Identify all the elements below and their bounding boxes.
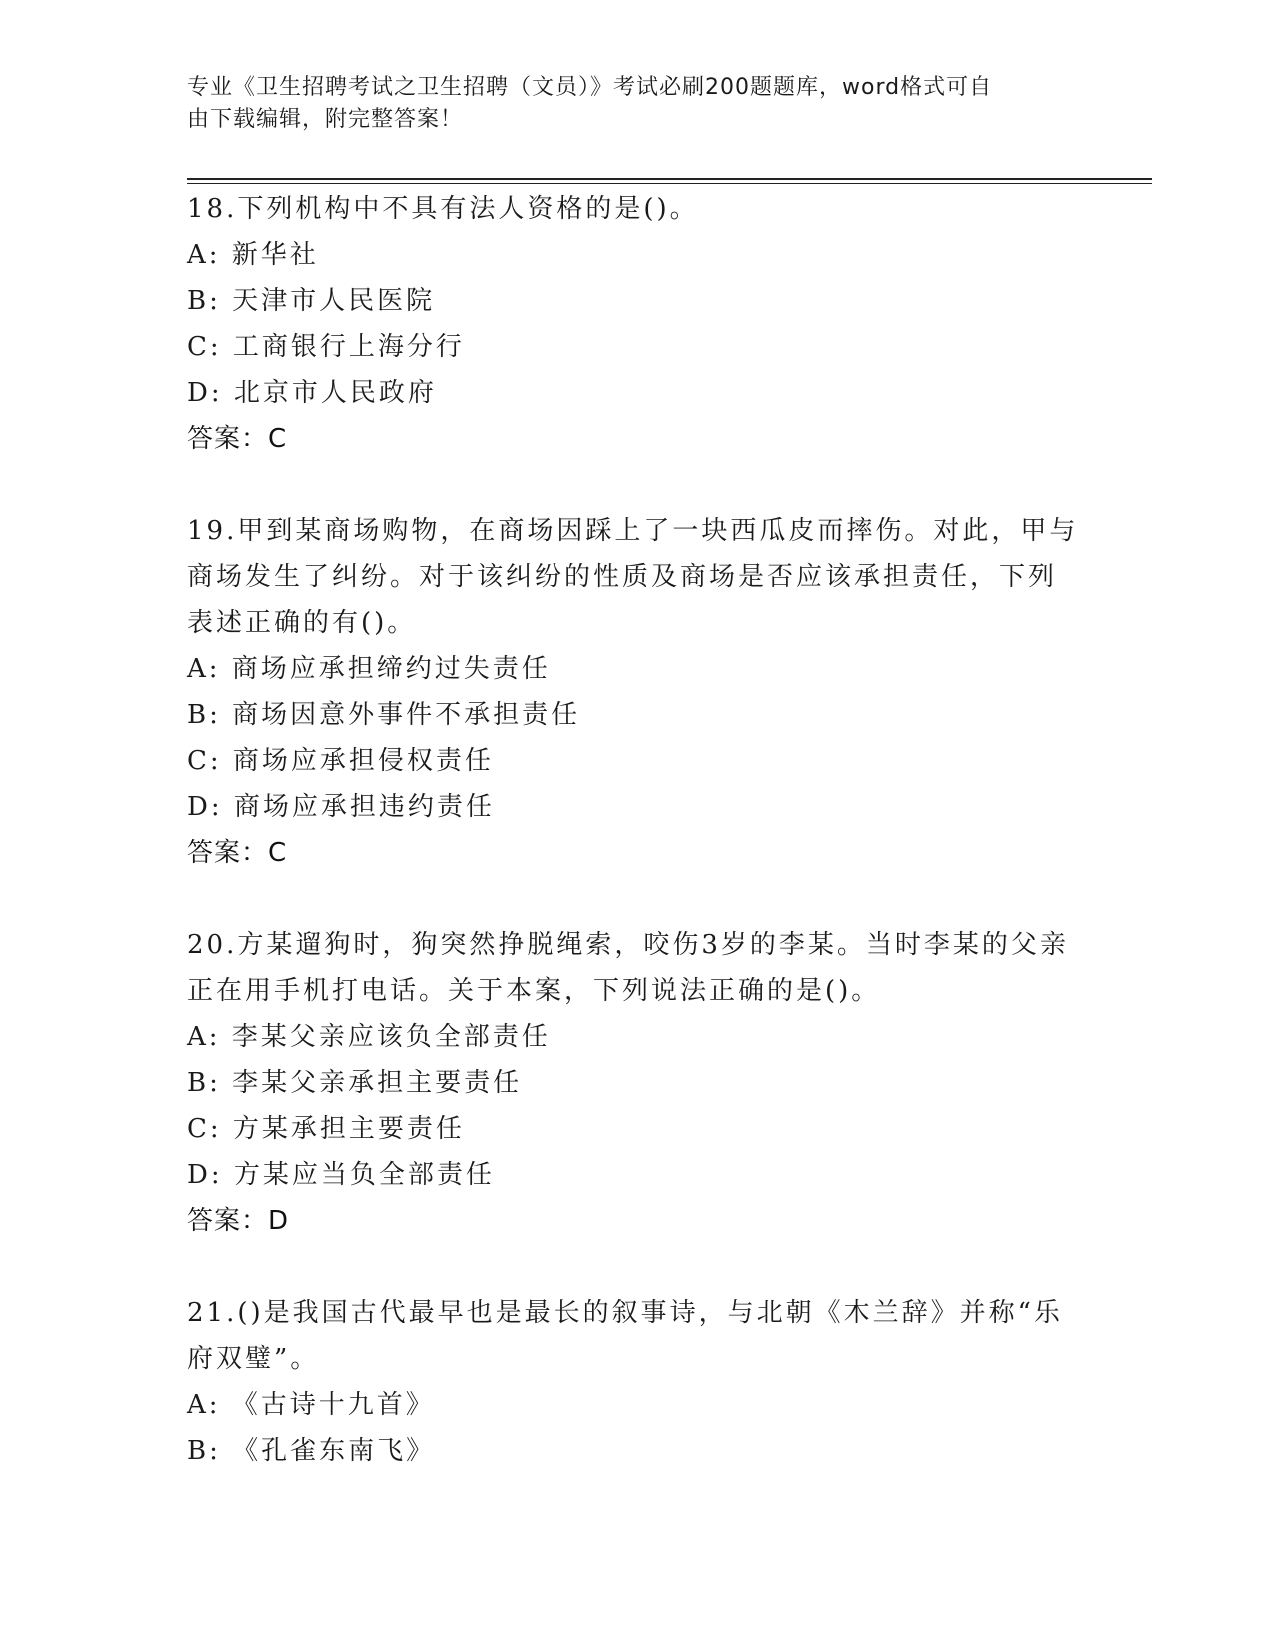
option-a: A: 《古诗十九首》 bbox=[187, 1390, 435, 1420]
answer: 答案：D bbox=[187, 1206, 290, 1236]
header-divider-thin bbox=[187, 183, 1152, 184]
option-c: C: 工商银行上海分行 bbox=[187, 332, 465, 362]
option-a: A: 李某父亲应该负全部责任 bbox=[187, 1022, 551, 1052]
answer: 答案：C bbox=[187, 838, 288, 868]
option-a: A: 商场应承担缔约过失责任 bbox=[187, 654, 551, 684]
option-a: A: 新华社 bbox=[187, 240, 319, 270]
option-d: D: 北京市人民政府 bbox=[187, 378, 437, 408]
option-b: B: 商场因意外事件不承担责任 bbox=[187, 700, 581, 730]
option-d: D: 方某应当负全部责任 bbox=[187, 1160, 495, 1190]
question-stem-line: 18.下列机构中不具有法人资格的是()。 bbox=[187, 194, 699, 224]
question-stem-line: 21.()是我国古代最早也是最长的叙事诗，与北朝《木兰辞》并称“乐 bbox=[187, 1298, 1063, 1328]
header-line-2: 由下载编辑，附完整答案！ bbox=[187, 107, 464, 132]
question-stem-line: 商场发生了纠纷。对于该纠纷的性质及商场是否应该承担责任，下列 bbox=[187, 562, 1058, 592]
question-stem-line: 表述正确的有()。 bbox=[187, 608, 417, 638]
document-header bbox=[187, 72, 1067, 136]
header-divider-thick bbox=[187, 178, 1152, 180]
question-19 bbox=[187, 508, 1087, 876]
question-spacer bbox=[187, 1244, 1087, 1290]
question-spacer bbox=[187, 876, 1087, 922]
option-c: C: 商场应承担侵权责任 bbox=[187, 746, 494, 776]
question-spacer bbox=[187, 462, 1087, 508]
question-stem-line: 19.甲到某商场购物，在商场因踩上了一块西瓜皮而摔伤。对此，甲与 bbox=[187, 516, 1079, 546]
question-18 bbox=[187, 186, 1087, 462]
option-b: B: 李某父亲承担主要责任 bbox=[187, 1068, 523, 1098]
question-20 bbox=[187, 922, 1087, 1244]
header-line-1: 专业《卫生招聘考试之卫生招聘（文员）》考试必刷200题题库，word格式可自 bbox=[187, 75, 993, 100]
question-stem-line: 20.方某遛狗时，狗突然挣脱绳索，咬伤3岁的李某。当时李某的父亲 bbox=[187, 930, 1069, 960]
option-b: B: 《孔雀东南飞》 bbox=[187, 1436, 436, 1466]
answer: 答案：C bbox=[187, 424, 288, 454]
question-stem-line: 正在用手机打电话。关于本案，下列说法正确的是()。 bbox=[187, 976, 881, 1006]
option-d: D: 商场应承担违约责任 bbox=[187, 792, 495, 822]
option-b: B: 天津市人民医院 bbox=[187, 286, 436, 316]
option-c: C: 方某承担主要责任 bbox=[187, 1114, 465, 1144]
question-stem-line: 府双璧”。 bbox=[187, 1344, 320, 1374]
question-21 bbox=[187, 1290, 1087, 1474]
question-list bbox=[187, 186, 1087, 1474]
